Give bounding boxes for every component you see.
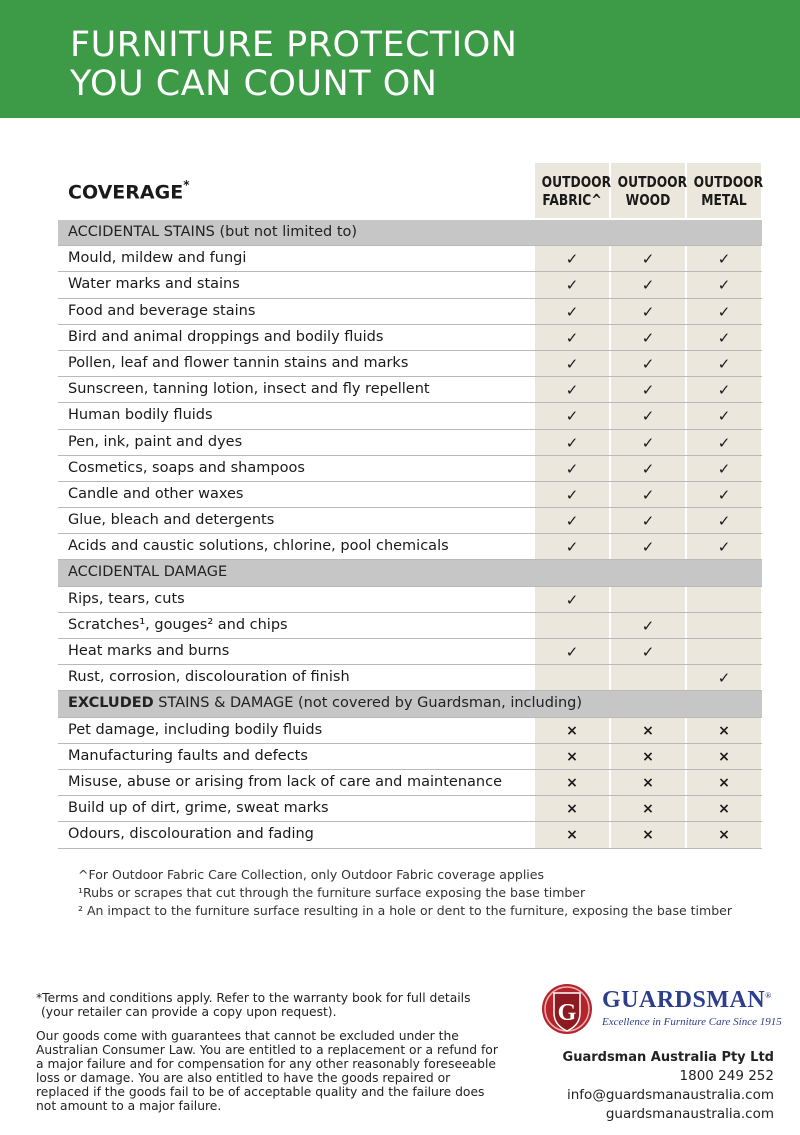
row-label: Glue, bleach and detergents [68, 512, 275, 529]
empty-cell [687, 613, 761, 638]
contact-info [563, 1048, 774, 1124]
table-row [58, 718, 762, 744]
row-label: Bird and animal droppings and bodily fluids [68, 328, 384, 345]
check-icon: ✓ [611, 377, 685, 402]
table-row [58, 822, 762, 848]
section-header [58, 691, 762, 717]
check-icon: ✓ [535, 482, 609, 507]
table-row [58, 508, 762, 534]
check-icon: ✓ [535, 299, 609, 324]
check-icon: ✓ [611, 403, 685, 428]
check-icon: ✓ [535, 456, 609, 481]
row-label: Candle and other waxes [68, 485, 244, 502]
section-title: EXCLUDED STAINS & DAMAGE (not covered by Guardsman, including) [68, 695, 583, 712]
check-icon: ✓ [687, 456, 761, 481]
cross-icon: × [611, 770, 685, 795]
table-row [58, 456, 762, 482]
row-label: Water marks and stains [68, 276, 240, 293]
check-icon: ✓ [687, 299, 761, 324]
footnote-scratches: ¹Rubs or scrapes that cut through the furniture surface exposing the base timber [78, 885, 586, 900]
check-icon: ✓ [611, 351, 685, 376]
row-label: Sunscreen, tanning lotion, insect and fly repellent [68, 381, 430, 398]
empty-cell [687, 587, 761, 612]
check-icon: ✓ [687, 508, 761, 533]
table-row [58, 325, 762, 351]
row-label: Pen, ink, paint and dyes [68, 433, 243, 450]
check-icon: ✓ [611, 534, 685, 559]
check-icon: ✓ [611, 456, 685, 481]
table-row [58, 351, 762, 377]
cross-icon: × [535, 718, 609, 743]
column-header-outdoor-wood: OUTDOOR WOOD [611, 163, 685, 218]
row-label: Rips, tears, cuts [68, 590, 185, 607]
check-icon: ✓ [611, 430, 685, 455]
check-icon: ✓ [535, 403, 609, 428]
row-label: Pollen, leaf and flower tannin stains and marks [68, 354, 409, 371]
footnote-fabric: ^For Outdoor Fabric Care Collection, only Outdoor Fabric coverage applies [78, 867, 544, 882]
check-icon: ✓ [687, 665, 761, 690]
consumer-law-guarantee: Our goods come with guarantees that cannot be excluded under the Australian Consumer Law. You are entitled to a replacement or a refund for a major failure and for compensation for any other reasonably foreseeable loss or damage. You are also entitled to have the goods repaired or replaced if the goods fail to be of acceptable quality and the failure does not amount to a major failure. [36, 1029, 498, 1113]
check-icon: ✓ [687, 351, 761, 376]
check-icon: ✓ [611, 246, 685, 271]
check-icon: ✓ [687, 430, 761, 455]
empty-cell [611, 587, 685, 612]
table-row [58, 377, 762, 403]
table-row [58, 796, 762, 822]
table-header [58, 163, 762, 220]
cross-icon: × [687, 770, 761, 795]
cross-icon: × [611, 718, 685, 743]
check-icon: ✓ [611, 482, 685, 507]
check-icon: ✓ [535, 246, 609, 271]
table-row [58, 299, 762, 325]
check-icon: ✓ [535, 430, 609, 455]
check-icon: ✓ [535, 325, 609, 350]
email-link[interactable]: info@guardsmanaustralia.com [567, 1087, 774, 1103]
check-icon: ✓ [611, 325, 685, 350]
check-icon: ✓ [535, 508, 609, 533]
check-icon: ✓ [687, 534, 761, 559]
table-row [58, 534, 762, 560]
table-row [58, 770, 762, 796]
empty-cell [687, 639, 761, 664]
row-label: Cosmetics, soaps and shampoos [68, 459, 305, 476]
row-label: Human bodily fluids [68, 407, 213, 424]
row-label: Food and beverage stains [68, 302, 256, 319]
table-row [58, 744, 762, 770]
row-label: Scratches¹, gouges² and chips [68, 616, 288, 633]
phone-number[interactable]: 1800 249 252 [679, 1068, 774, 1084]
section-title: ACCIDENTAL DAMAGE [68, 564, 228, 581]
check-icon: ✓ [611, 299, 685, 324]
cross-icon: × [687, 796, 761, 821]
table-row [58, 272, 762, 298]
footnote-gouges: ² An impact to the furniture surface resulting in a hole or dent to the furniture, exposing the base timber [78, 903, 732, 918]
column-header-outdoor-metal: OUTDOOR METAL [687, 163, 761, 218]
terms-text [36, 991, 506, 1123]
check-icon: ✓ [611, 508, 685, 533]
row-label: Heat marks and burns [68, 643, 230, 659]
row-label: Pet damage, including bodily fluids [68, 721, 323, 738]
check-icon: ✓ [687, 482, 761, 507]
row-label: Manufacturing faults and defects [68, 747, 308, 764]
website-link[interactable]: guardsmanaustralia.com [605, 1106, 774, 1122]
check-icon: ✓ [535, 587, 609, 612]
check-icon: ✓ [611, 639, 685, 664]
check-icon: ✓ [687, 377, 761, 402]
header-banner [0, 0, 800, 118]
table-row [58, 639, 762, 665]
table-row [58, 403, 762, 429]
check-icon: ✓ [535, 272, 609, 297]
cross-icon: × [687, 822, 761, 847]
empty-cell [535, 613, 609, 638]
table-row [58, 430, 762, 456]
banner-title-line1: FURNITURE PROTECTION [70, 25, 518, 65]
check-icon: ✓ [535, 351, 609, 376]
check-icon: ✓ [611, 613, 685, 638]
check-icon: ✓ [687, 403, 761, 428]
table-body [58, 220, 762, 849]
check-icon: ✓ [535, 377, 609, 402]
cross-icon: × [687, 718, 761, 743]
row-label: Build up of dirt, grime, sweat marks [68, 800, 329, 817]
table-row [58, 665, 762, 691]
terms-conditions: *Terms and conditions apply. Refer to the warranty book for full details (your retailer can provide a copy upon request). [36, 991, 471, 1019]
cross-icon: × [611, 744, 685, 769]
svg-text:G: G [557, 1000, 577, 1026]
table-row [58, 587, 762, 613]
banner-title-line2: YOU CAN COUNT ON [70, 64, 438, 104]
empty-cell [535, 665, 609, 690]
table-row [58, 482, 762, 508]
check-icon: ✓ [687, 246, 761, 271]
brand-tagline: Excellence in Furniture Care Since 1915 [602, 1016, 782, 1028]
section-header [58, 220, 762, 246]
row-label: Acids and caustic solutions, chlorine, pool chemicals [68, 538, 449, 555]
cross-icon: × [535, 744, 609, 769]
check-icon: ✓ [535, 639, 609, 664]
cross-icon: × [611, 822, 685, 847]
check-icon: ✓ [687, 325, 761, 350]
table-row [58, 246, 762, 272]
shield-logo-icon [540, 983, 594, 1035]
section-header [58, 560, 762, 586]
footnotes [78, 866, 732, 920]
coverage-title: COVERAGE* [68, 178, 190, 204]
row-label: Mould, mildew and fungi [68, 250, 247, 267]
cross-icon: × [535, 770, 609, 795]
cross-icon: × [535, 822, 609, 847]
column-header-outdoor-fabric: OUTDOOR FABRIC^ [535, 163, 609, 218]
coverage-table [58, 163, 762, 849]
brand-name: GUARDSMAN® [602, 987, 772, 1013]
table-row [58, 613, 762, 639]
empty-cell [611, 665, 685, 690]
cross-icon: × [535, 796, 609, 821]
row-label: Odours, discolouration and fading [68, 826, 314, 843]
check-icon: ✓ [687, 272, 761, 297]
check-icon: ✓ [535, 534, 609, 559]
cross-icon: × [687, 744, 761, 769]
cross-icon: × [611, 796, 685, 821]
section-title: ACCIDENTAL STAINS (but not limited to) [68, 224, 358, 240]
company-name: Guardsman Australia Pty Ltd [562, 1050, 774, 1065]
row-label: Misuse, abuse or arising from lack of care and maintenance [68, 773, 502, 790]
check-icon: ✓ [611, 272, 685, 297]
guardsman-logo [540, 983, 780, 1035]
row-label: Rust, corrosion, discolouration of finish [68, 669, 350, 686]
